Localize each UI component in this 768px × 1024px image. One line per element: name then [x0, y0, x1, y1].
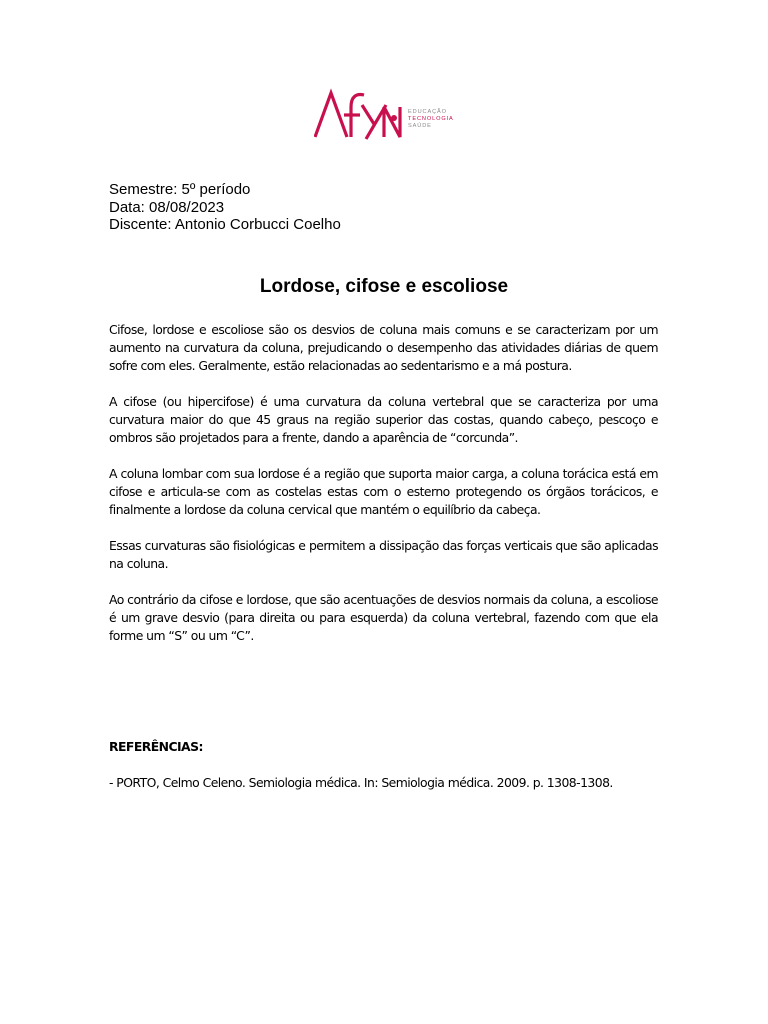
document-meta — [109, 181, 341, 234]
paragraph-scoliosis: Ao contrário da cifose e lordose, que são acentuações de desvios normais da coluna, a escoliose é um grave desvio (para direita ou para esquerda) da coluna vertebral, fazendo com que ela forme um “S” ou um “C”. — [109, 592, 658, 643]
date-line: Data: 08/08/2023 — [109, 198, 225, 216]
afya-logo — [314, 88, 464, 140]
document-body — [109, 321, 658, 663]
references-heading: REFERÊNCIAS: — [109, 739, 203, 754]
logo-tagline-education: EDUCAÇÃO — [408, 109, 447, 115]
references-section — [109, 738, 669, 792]
paragraph-kyphosis: A cifose (ou hipercifose) é uma curvatura da coluna vertebral que se caracteriza por uma curvatura maior do que 45 graus na região superior das costas, quando cabeço, pescoço e ombros são projetados para a frente, dando a aparência de “corcunda”. — [109, 394, 658, 445]
paragraph-lordosis: A coluna lombar com sua lordose é a região que suporta maior carga, a coluna torácica está em cifose e articula-se com as costelas estas com o esterno protegendo os órgãos torácicos, e finalmente a lordose da coluna cervical que mantém o equilíbrio da cabeça. — [109, 466, 658, 517]
afya-logo-mark — [314, 88, 404, 140]
logo-tagline-technology: TECNOLOGIA — [408, 116, 454, 123]
logo-tagline-health: SAÚDE — [408, 123, 432, 130]
afya-logo-tagline — [408, 109, 454, 131]
semester-line: Semestre: 5º período — [109, 181, 251, 198]
reference-item: - PORTO, Celmo Celeno. Semiologia médica. In: Semiologia médica. 2009. p. 1308-1308. — [109, 775, 613, 790]
document-title: Lordose, cifose e escoliose — [259, 276, 509, 297]
student-line: Discente: Antonio Corbucci Coelho — [109, 216, 341, 233]
paragraph-intro: Cifose, lordose e escoliose são os desvios de coluna mais comuns e se caracterizam por um aumento na curvatura da coluna, prejudicando o desempenho das atividades diárias de quem sofre com eles. Geralmente, estão relacionadas ao sedentarismo e a má postura. — [109, 322, 658, 373]
paragraph-physiological: Essas curvaturas são fisiológicas e permitem a dissipação das forças verticais que são aplicadas na coluna. — [109, 538, 658, 571]
